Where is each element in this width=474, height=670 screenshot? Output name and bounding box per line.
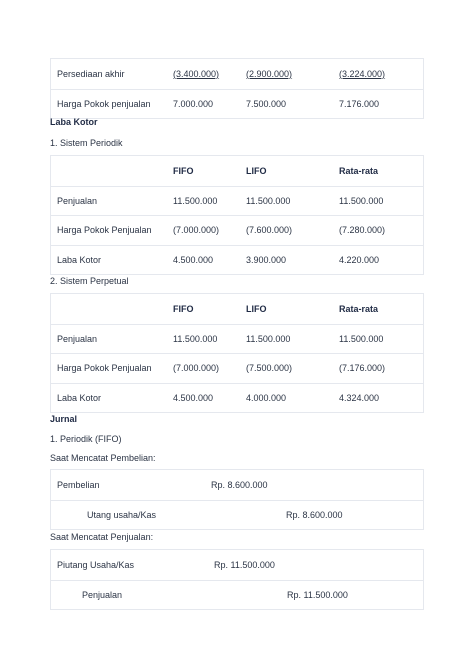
- avg-value: (3.224.000): [339, 68, 386, 79]
- jurnal-subtitle: 1. Periodik (FIFO): [50, 434, 122, 444]
- credit-account: Penjualan: [82, 589, 123, 600]
- table-row: [51, 59, 423, 89]
- table-row: [51, 186, 423, 216]
- journal-credit-row: [51, 500, 423, 530]
- row-label: Penjualan: [57, 195, 98, 206]
- col-header-lifo: LIFO: [246, 303, 267, 314]
- avg-value: 11.500.000: [339, 333, 384, 344]
- row-label: Penjualan: [57, 333, 98, 344]
- penjualan-caption: Saat Mencatat Penjualan:: [50, 532, 154, 542]
- lifo-value: (7.600.000): [246, 225, 293, 236]
- avg-value: 4.220.000: [339, 254, 380, 265]
- table-header-row: [51, 156, 423, 186]
- perpetual-title: 2. Sistem Perpetual: [50, 276, 129, 286]
- table-row: [51, 245, 423, 275]
- lifo-value: (2.900.000): [246, 68, 293, 79]
- laba-kotor-heading: Laba Kotor: [50, 117, 98, 127]
- credit-account: Utang usaha/Kas: [87, 509, 157, 520]
- fifo-value: (7.000.000): [173, 225, 220, 236]
- penjualan-journal-table: [50, 549, 424, 610]
- avg-value: (7.280.000): [339, 225, 386, 236]
- fifo-value: (3.400.000): [173, 68, 220, 79]
- row-label: Harga Pokok Penjualan: [57, 363, 152, 374]
- fifo-value: 4.500.000: [173, 254, 214, 265]
- lifo-value: 7.500.000: [246, 98, 287, 109]
- row-label: Laba Kotor: [57, 392, 102, 403]
- jurnal-heading: Jurnal: [50, 414, 78, 424]
- col-header-avg: Rata-rata: [339, 165, 379, 176]
- pembelian-journal-table: [50, 469, 424, 530]
- lifo-value: 11.500.000: [246, 195, 291, 206]
- table-header-row: [51, 294, 423, 324]
- periodik-title: 1. Sistem Periodik: [50, 138, 123, 148]
- credit-amount: Rp. 11.500.000: [287, 589, 348, 600]
- fifo-value: 4.500.000: [173, 392, 214, 403]
- debit-amount: Rp. 8.600.000: [211, 479, 268, 490]
- col-header-fifo: FIFO: [173, 303, 194, 314]
- row-label: Harga Pokok Penjualan: [57, 225, 152, 236]
- lifo-value: 4.000.000: [246, 392, 287, 403]
- fifo-value: 11.500.000: [173, 333, 218, 344]
- avg-value: (7.176.000): [339, 363, 386, 374]
- lifo-value: 11.500.000: [246, 333, 291, 344]
- fifo-value: 11.500.000: [173, 195, 218, 206]
- debit-account: Pembelian: [57, 479, 100, 490]
- avg-value: 7.176.000: [339, 98, 380, 109]
- table-row: [51, 215, 423, 245]
- row-label: Persediaan akhir: [57, 68, 125, 79]
- inventory-table: [50, 58, 424, 119]
- pembelian-caption: Saat Mencatat Pembelian:: [50, 453, 156, 463]
- journal-credit-row: [51, 580, 423, 610]
- col-header-avg: Rata-rata: [339, 303, 379, 314]
- fifo-value: 7.000.000: [173, 98, 214, 109]
- journal-debit-row: [51, 550, 423, 580]
- table-row: [51, 89, 423, 119]
- lifo-value: (7.500.000): [246, 363, 293, 374]
- credit-amount: Rp. 8.600.000: [286, 509, 343, 520]
- table-row: [51, 383, 423, 413]
- periodik-table: [50, 155, 424, 275]
- table-row: [51, 353, 423, 383]
- col-header-lifo: LIFO: [246, 165, 267, 176]
- avg-value: 4.324.000: [339, 392, 380, 403]
- row-label: Laba Kotor: [57, 254, 102, 265]
- col-header-fifo: FIFO: [173, 165, 194, 176]
- journal-debit-row: [51, 470, 423, 500]
- table-row: [51, 324, 423, 354]
- lifo-value: 3.900.000: [246, 254, 287, 265]
- row-label: Harga Pokok penjualan: [57, 98, 151, 109]
- debit-account: Piutang Usaha/Kas: [57, 559, 135, 570]
- perpetual-table: [50, 293, 424, 413]
- debit-amount: Rp. 11.500.000: [214, 559, 275, 570]
- avg-value: 11.500.000: [339, 195, 384, 206]
- fifo-value: (7.000.000): [173, 363, 220, 374]
